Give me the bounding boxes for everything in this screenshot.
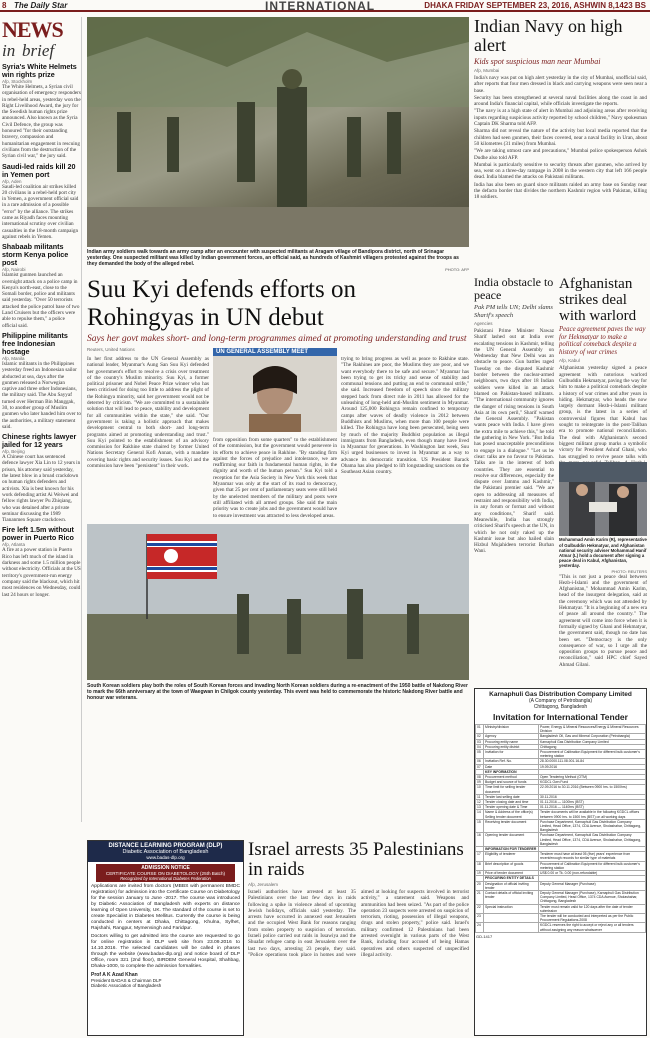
tender-cell: 19: [476, 871, 484, 876]
tender-cell: Procurement of Calibration Equipment for different bulk customer's metering station: [539, 861, 646, 870]
suukyi-col3: trying to bring progress as well as peace to Rakhine state. "The Rakhines are poor, the Muslims they are poor, and we want everybody there to be safe and secure." Myanmar has been trying to get its tricky and sense of stability and communal tensions and putting an end to communal strife," she said. Increased freedom of speech since the military stepped back from direct rule in 2011 has allowed for the unleashing of long-held anti-Muslim sentiment in Myanmar. Around 125,000 Rohingya remain confined to temporary camps after waves of deadly violence in 2012 between Buddhists and Muslims, when more than 100 people were killed. The Rohingya have long been persecuted, being seen by much of the majority Buddhist population as illegal immigrants from Bangladesh, even though many have lived in Myanmar for generations. In Washington last week, Suu Kyi urged businesses to invest in Myanmar as a way to advance its democratic transition. US President Barack Obama has also pledged to lift longstanding sanctions on the Southeast Asian country.: [341, 356, 469, 476]
tender-cell: The tender will be conducted and interpreted as per the Public Procurement Regulations-2008: [539, 913, 646, 922]
tender-cell: 21: [476, 890, 484, 904]
kashmir-credit: PHOTO: AFP: [445, 267, 469, 272]
brief-body: Islamic militants in the Philippines yesterday freed an Indonesian sailor abducted at sea, days after the gunmen released a Norwegian captive and three other Indonesians, the military said. The Abu Sayyaf turned over Herman Bin Manggak, 30, to another group of Muslim gunmen who later handed him over to the authorities, a military statement said.: [2, 360, 81, 430]
brief-title-brief: brief: [22, 41, 55, 60]
navy-byline: Afp, Mumbai: [474, 68, 500, 73]
tender-cell: 08: [476, 775, 484, 780]
tender-cell: 14: [476, 810, 484, 819]
brief-body: Islamist gunmen launched an overnight attack on a police camp in Kenya's north-east, close to the Somali border, police and militants said yesterday. "Over 50 terrorists attacked the police patrol base of two Land Cruisers but the officers were able to repulse them," a police official said.: [2, 272, 80, 329]
india-pak-headline: India obstacle to peace: [474, 275, 554, 302]
tender-cell: 06: [476, 759, 484, 764]
gas-footer: GD-1417: [476, 933, 493, 939]
navy-paragraph: Mumbai is particularly sensitive to security threats after gunmen, who arrived by sea, went on a three-day rampage in 2008 in the western city that left 166 people dead. India blamed the attacks on Pakistani militants.: [474, 161, 647, 181]
tender-row: [476, 923, 646, 932]
tender-cell: Special instruction: [484, 904, 539, 913]
dlp-recog: Recognized by International Diabetes Federation: [120, 876, 211, 881]
tender-cell: KEY INFORMATION: [484, 769, 539, 774]
tender-cell: Purchase Department, Karnaphuli Gas Distribution Company Limited, Head Office, 1374, CDA Avenue, Sholashahar, Chittagong, Bangladesh: [539, 833, 646, 847]
tender-cell: 02: [476, 734, 484, 739]
navy-paragraph: Sharma did not reveal the nature of the activity but local media reported that the children had seen gunmen, their faces covered, near a naval facility in Uran, about 50 kilometres (31 miles) from Mumbai.: [474, 128, 647, 147]
navy-paragraph: "The navy is at a high state of alert in Mumbai and adjoining areas after receiving inputs regarding suspicious activity reported by school children," Navy spokesman Captain DK Sharma told AFP.: [474, 108, 647, 128]
brief-byline: Afp, Beijing: [2, 449, 25, 455]
tender-cell: Tenderer must have at least 05 (five) years' experience from recent/enough records for similar type of materials: [539, 852, 646, 861]
tender-cell: Time limit for selling tender document: [484, 785, 539, 794]
tender-cell: Karnaphuli Gas Distribution Company Limited: [539, 739, 646, 744]
navy-paragraph: India's navy was put on high alert yesterday in the city of Mumbai, unofficial said, after reports that four men dressed in black and carrying weapons were seen near a base.: [474, 75, 647, 94]
tender-cell: 20: [476, 881, 484, 890]
india-pak-subhead: Pak PM tells UN; Delhi slams Sharif's speech: [474, 304, 553, 319]
navy-paragraph: India has also been on guard since militants raided an army base on Sunday near the defacto border that divides the northern Kashmir region with Pakistan, killing 18 soldiers.: [474, 181, 647, 201]
dlp-header: [88, 841, 243, 862]
suukyi-subhead: Says her govt makes short- and long-term programmes aimed at promoting understanding and trust: [87, 334, 467, 344]
tender-cell: Bangladesh Oil, Gas and Mineral Corporation (Petrobangla): [539, 734, 646, 739]
suukyi-byline: Reuters, United Nations: [87, 347, 135, 352]
navy-headline: Indian Navy on high alert: [474, 16, 623, 55]
dlp-notice-sub: CERTIFICATE COURSE ON DIABETOLOGY (25th Batch): [105, 871, 226, 876]
afghan-body: Afghanistan yesterday signed a peace agreement with notorious warlord Gulbuddin Hekmatyar, paving the way for him to make a political comeback despite a history of war crimes and after years in hiding. Hekmatyar, who heads the now largely dormant Hezb-i-Islami militant group, is the latest in a series of controversial figures that Kabul has sought to reintegrate in the post-Taliban era to promote national reconciliation. The deal with Afghanistan's second biggest militant group marks a symbolic victory for President Ashraf Ghani, who has struggled to revive peace talks with: [559, 365, 647, 460]
korea-photo-image: [87, 524, 469, 680]
dlp-notice-box: [96, 864, 235, 882]
tender-cell: Budget and source of funds: [484, 780, 539, 785]
brief-byline: Afp, Stockholm: [2, 79, 33, 84]
tender-cell: Tender closing date and time: [484, 800, 539, 805]
tender-cell: 01.11.2016 — 1100hrs (BST): [539, 800, 646, 805]
navy-subhead: Kids spot suspicious man near Mumbai: [474, 57, 601, 66]
brief-title: [2, 17, 81, 63]
tender-cell: 30.11.2016: [539, 794, 646, 799]
gas-tender-ad: [474, 688, 647, 1036]
tender-cell: 16: [476, 833, 484, 847]
afghan-photo-caption: Mohammad Amin Karim (R), representative of Gulbuddin Hekmatyar, and Afghanistan national security adviser Mohammad Hanif Atmar (L) hold a document after signing a peace deal in Kabul, Afghanistan, yesterday.: [559, 537, 647, 569]
tender-cell: Procuring entity name: [484, 739, 539, 744]
suukyi-inset: [213, 348, 337, 434]
israel-story: [248, 840, 469, 1036]
tender-cell: Invitation for: [484, 750, 539, 759]
afghan-photo: [559, 462, 647, 536]
tender-row: [476, 904, 646, 913]
brief-title-news: NEWS: [2, 17, 63, 42]
suukyi-col2: from opposition from some quarters" to the establishment of the commission, but the government would persevere in its efforts to achieve peace in Rakhine. "By standing firm against the forces of prejudice and intolerance, we are reaffirming our faith in fundamental human rights, in the dignity and worth of the human person." Suu Kyi told a reception for the Asia Society in New York this week that Myanmar was only at the start of its road to democracy, given that 25 per cent of parliamentary seats were still held by the unelected members of the military and posts were still affiliated with all armed groups. She said the main priority was to create jobs and the government would have to ensure investment was attracted to less developed areas.: [213, 437, 337, 519]
dateline: DHAKA FRIDAY SEPTEMBER 23, 2016, ASHWIN 8,1423 BS: [424, 1, 646, 10]
tender-cell: Brief description of goods: [484, 861, 539, 870]
suukyi-headline: Suu Kyi defends efforts on Rohingyas in UN debut: [87, 276, 356, 331]
tender-row: [476, 750, 646, 759]
brief-item: [2, 433, 81, 523]
brief-list: [2, 63, 81, 598]
tender-cell: 03: [476, 739, 484, 744]
tender-cell: Tender must remain valid for 120 days after the date of tender submission: [539, 904, 646, 913]
brief-headline: Saudi-led raids kill 20 in Yemen port: [2, 161, 76, 179]
brief-headline: Syria's White Helmets win rights prize: [2, 62, 77, 79]
brief-title-in: in: [2, 41, 16, 60]
brief-body: A Chinese court has sentenced defence lawyer Xia Lin to 12 years in prison, his attorney said yesterday, the latest blow in a broad crackdown on human rights defenders and activists. Xia is best known for his work defending artist Ai Weiwei and fellow rights lawyer Pu Zhiqiang, who was detained after a private seminar discussing the 1989 Tiananmen Square crackdown.: [2, 454, 81, 524]
tender-cell: 17: [476, 852, 484, 861]
gas-company-addr: Chittagong, Bangladesh: [533, 704, 588, 710]
brief-headline: Philippine militants free Indonesian hostage: [2, 330, 68, 356]
israel-body: Israeli authorities have arrested at least 35 Palestinians over the last few days in raids following a spike in violence ahead of upcoming Jewish holidays, officials said yesterday. The arrests have occurred in annexed east Jerusalem and the occupied West Bank for reasons ranging from stolen property to suspicion of terrorism. Israeli police carried out raids in Issawiya and the Shuafat refugee camp in east Jerusalem over the last two days, arresting 23 people, they said. "Police operations took place in homes and were aimed at looking for suspects involved in terrorist activity," a statement said. Weapons and ammunition had been seized. "As part of the police operation 23 suspects were arrested on suspicion of terrorism, rioting, possession of illegal weapons, drugs and stolen property," police said. Israel's military confirmed 12 Palestinians had been arrested overnight in various parts of the West Bank, including four accused of being Hamas operatives and others suspected of unspecified illegal activity.: [248, 889, 469, 958]
tender-cell: 05: [476, 750, 484, 759]
tender-cell: Tender opening date & Time: [484, 805, 539, 810]
korea-caption-block: [87, 683, 469, 701]
navy-body: [474, 75, 647, 259]
suukyi-inset-label: UN GENERAL ASSEMBLY MEET: [213, 348, 337, 356]
korea-photo: [87, 524, 469, 680]
dlp-subtitle: Diabetic Association of Bangladesh: [122, 849, 209, 855]
navy-paragraph: "We are taking utmost care and precautions," Mumbai police spokesperson Ashok Dudhe also told AFP.: [474, 148, 647, 161]
brief-item: [2, 526, 81, 597]
tender-cell: KGDCL reserves the right to accept or reject any or all tenders without assigning any reason whatsoever: [539, 923, 646, 932]
tender-cell: Ministry/division: [484, 725, 539, 734]
brief-headline: Fire left 1.5m without power in Puerto Rico: [2, 525, 74, 543]
paper-name: The Daily Star: [14, 1, 68, 10]
tender-cell: Procurement method: [484, 775, 539, 780]
brief-body: A fire at a power station in Puerto Rico has left much of the island in darkness and some 1.5 million people without electricity. Officials at the US territory's government-run energy company said the blackout, which hit most residences on Wednesday, could last 24 hours or longer.: [2, 547, 81, 598]
tender-cell: 04: [476, 744, 484, 749]
tender-cell: Contact details of official inviting tender: [484, 890, 539, 904]
tender-cell: [484, 913, 539, 922]
israel-headline: Israel arrests 35 Palestinians in raids: [248, 839, 464, 880]
news-in-brief: [2, 17, 82, 822]
brief-body: The White Helmets, a Syrian civil organisation of emergency responders in rebel-held areas, yesterday won the Right Livelihood Award, the jury for the Swedish human rights prize announced. Also known as the Syria Civil Defence, the group was honoured "for their outstanding bravery, compassion and humanitarian engagement in rescuing civilians from the destruction of the Syrian civil war," the jury said.: [2, 84, 81, 160]
tender-row: [476, 881, 646, 890]
tender-cell: Eligibility of tenderer: [484, 852, 539, 861]
tender-cell: 11: [476, 794, 484, 799]
korea-caption: South Korean soldiers play both the roles of South Korean forces and invading North Korean soldiers during a re-enactment of the 1950 battle of Nakdong River to mark the 66th anniversary at the town of Waegwan in Chilgok county yesterday. This event was held to commemorate the historic Nakdong River battle and honour war veterans.: [87, 683, 468, 701]
india-pak-byline: Agencies: [474, 321, 493, 326]
tender-row: [476, 913, 646, 922]
afghan-container: [559, 276, 647, 676]
israel-byline: Afp, Jerusalem: [248, 882, 279, 887]
tender-cell: Open Tendering Method (OTM): [539, 775, 646, 780]
tender-cell: 18: [476, 861, 484, 870]
tender-cell: PROCURING ENTITY DETAILS: [484, 876, 539, 881]
dlp-signer-title2: Diabetic Association of Bangladesh: [91, 983, 162, 988]
gas-title: Invitation for International Tender: [493, 712, 628, 722]
brief-item: [2, 243, 81, 329]
tender-cell: Chittagong: [539, 744, 646, 749]
tender-cell: Agency: [484, 734, 539, 739]
brief-item: [2, 332, 81, 430]
gas-tender-table: [475, 724, 646, 933]
tender-cell: Invitation Ref. No.: [484, 759, 539, 764]
kashmir-photo-image: [87, 17, 469, 247]
brief-byline: Afp, Atlanta: [2, 542, 26, 548]
tender-cell: Designation of official inviting tender: [484, 881, 539, 890]
tender-cell: Date: [484, 764, 539, 769]
tender-cell: Purchase Department, Karnaphuli Gas Distribution Company Limited, Head Office, 1374, CDA Avenue, Sholashahar, Chittagong, Bangladesh: [539, 819, 646, 833]
dlp-notice-head: ADMISSION NOTICE: [141, 865, 190, 871]
tender-row: [476, 725, 646, 734]
tender-cell: Procuring entity district: [484, 744, 539, 749]
tender-cell: 09: [476, 780, 484, 785]
brief-headline: Chinese rights lawyer jailed for 12 years: [2, 432, 77, 450]
tender-row: [476, 852, 646, 861]
tender-cell: Name & Address of the office(s) Selling tender document: [484, 810, 539, 819]
tender-cell: 15: [476, 819, 484, 833]
tender-cell: KGDCL Own Fund: [539, 780, 646, 785]
tender-cell: 22: [476, 904, 484, 913]
tender-cell: Deputy General Manager (Purchase), Karnaphuli Gas Distribution Company Limited, Head Office, 1374 CDA Avenue, Sholashahar, Chittagong, Bangladesh: [539, 890, 646, 904]
dlp-web: www.badas-dlp.org: [146, 855, 185, 860]
masthead: [0, 0, 650, 12]
afghan-byline: Afp, Kabul: [559, 358, 580, 364]
tender-row: [476, 819, 646, 833]
tender-cell: Opening tender document: [484, 833, 539, 847]
brief-item: [2, 163, 81, 241]
tender-row: [476, 785, 646, 794]
tender-cell: 07: [476, 764, 484, 769]
gas-company-sub: (A Company of Petrobangla): [528, 698, 593, 704]
tender-cell: 24: [476, 923, 484, 932]
dlp-body1: Applications are invited from doctors (MBBS with permanent BMDC registration) for admission into the Certificate Course on Diabetology for the session January to June -2017. The course was introduced by Diabetic Association of Bangladesh with experts on distance learning of Open University, UK. The standard of the course is set to create Specialist in Diabetes Mellitus. Currently the course is being conducted in centers at Dhaka, Chittagong, Khulna, Sylhet, Rajshahi, Rangpur, Mymensingh and Faridpur.: [91, 884, 240, 931]
gas-header: [475, 689, 646, 724]
brief-byline: Afp, Nairobi: [2, 267, 26, 273]
tender-cell: Tender documents will be available in the following KGDCL offices between 0900 hrs. to 1500 hrs (BST) on all working days: [539, 810, 646, 819]
tender-cell: 01: [476, 725, 484, 734]
tender-cell: Receiving tender document: [484, 819, 539, 833]
tender-cell: 23: [476, 913, 484, 922]
brief-byline: Afp, Manila: [2, 355, 25, 361]
tender-cell: Deputy General Manager (Purchase): [539, 881, 646, 890]
kashmir-photo: [87, 17, 469, 247]
tender-cell: Power, Energy & Mineral Resources/Energy & Mineral Resources Division: [539, 725, 646, 734]
afghan-photo-credit: PHOTO: REUTERS: [611, 568, 647, 574]
brief-byline: Afp, Aden: [2, 178, 22, 184]
suukyi-photo: [213, 356, 337, 432]
kashmir-caption-block: [87, 249, 469, 272]
afghan-headline: Afghanistan strikes deal with warlord: [559, 276, 637, 324]
tender-cell: 22.09.2016 to 30.11.2016 (Between 0900 hrs. to 1500hrs): [539, 785, 646, 794]
tender-cell: 10: [476, 785, 484, 794]
tender-cell: US$ 0.00 or Tk. 0.00 (non-refundable): [539, 871, 646, 876]
dlp-title: DISTANCE LEARNING PROGRAM (DLP): [108, 843, 223, 849]
brief-body: Saudi-led coalition air strikes killed 20 civilians in a rebel-held port city in Yemen, a government official said in a rare admission of a possible "error" by the alliance. The strikes came as Riyadh faces mounting international scrutiny over civilian casualties in the 18-month campaign against rebels in Yemen.: [2, 183, 79, 240]
tender-cell: 19.09.2016: [539, 764, 646, 769]
dlp-ad: [87, 840, 244, 1036]
section-title: INTERNATIONAL: [265, 0, 376, 13]
dlp-body2: Doctors willing to get admitted into the course are requested to go for online registration in DLP web site from 23.09.2016 to 14.10.2016. The selected candidates will be called in phases through the website (www.badas-dlp.org) and notice board of DLP Office, room 321 (2nd floor), BIRDEM General Hospital, Shahbag, Dhaka-1000, to complete the admission formalities.: [91, 934, 240, 969]
dlp-signer: Prof A K Azad Khan: [91, 972, 138, 978]
india-pak-story: [474, 276, 554, 686]
tender-cell: Tender last selling date: [484, 794, 539, 799]
afghan-body2: "This is not just a peace deal between Hezb-i-Islami and the government of Afghanistan," Mohammad Amin Karim, head of the insurgent delegation, said at the ceremony which was not attended by Hekmatyar. "It is a beginning of a new era of peace all around the country." The agreement will come into force when it is formally signed by Ghani and Hekmatyar, the government said, though no date has been set. "Democracy is the only consequence of war, so I urge all the opposition groups to pursue peace and reconciliation," said HPC chief Sayed Ahmad Gilani.: [559, 573, 647, 668]
tender-cell: 12: [476, 800, 484, 805]
dlp-signer-title1: President BADAS & Chairman DLP: [91, 978, 162, 983]
tender-cell: 13: [476, 805, 484, 810]
brief-headline: Shabaab militants storm Kenya police post: [2, 242, 69, 268]
india-pak-body: Pakistani Prime Minister Nawaz Sharif lashed out at India over escalating tensions in Kashmir, telling the UN General Assembly on Wednesday that New Delhi was an obstacle to peace. Gun battles raged Tuesday on the disputed Kashmir border between the nuclear-armed neighbours, two days after 18 Indian soldiers were killed in an attack blamed on Pakistan-based militants. "The international community ignores the danger of rising tensions in South Asia at its own peril," Sharif warned the General Assembly. "Pakistan wants peace with India. I have given the extra mile to achieve this," he told the gathering in New York. "But India has posed unacceptable preconditions to engage in a dialogue." "Let us be clear: talks are no favour to Pakistan. Talks are in the interest of both countries. They are essential to resolve our differences, especially the dispute over Jammu and Kashmir," the Pakistani premier said. "We are open to addressing all measures of restraint and responsibility with India, in any forum or format and without any conditions," Sharif said. Meanwhile, India has strongly criticised Sharif's speech at the UN, in which he not only raked up the Kashmir issue but also hailed slain Hizbul Mujahideen terrorist Burhan Wani.: [474, 328, 554, 555]
page-number: 8: [2, 1, 7, 10]
brief-item: [2, 63, 81, 160]
kashmir-caption: Indian army soldiers walk towards an army camp after an encounter with suspected militants at Aragam village of Bandipora district, north of Srinagar yesterday. One suspected militant was killed by Indian government forces, an official said, as hundreds of Kashmiri villagers protested against the troops as they demanded the body of the alleged rebel.: [87, 249, 459, 267]
tender-cell: Procurement of Calibration Equipment for different bulk customer's metering station: [539, 750, 646, 759]
navy-paragraph: Security has been strengthened at several naval facilities along the coast in and around India's financial capital, while officials investigate the reports.: [474, 94, 647, 108]
tender-cell: Price of tender document: [484, 871, 539, 876]
tender-cell: 01.11.2016 — 1140hrs (BST): [539, 805, 646, 810]
tender-cell: [484, 923, 539, 932]
suukyi-col1: In her first address to the UN General Assembly as national leader, Myanmar's Aung San Suu Kyi defended her government's effort to resolve a crisis over treatment of the country's Muslim minority. Suu Kyi, a former political prisoner and Nobel Peace Prize winner who has been criticised for doing too little to address the plight of the Rohingya minority, said her government would not be deterred by criticism. "We are committed to a sustainable solution that will lead to peace, stability and development for all communities within the state," she said. "Our government is taking a holistic approach that makes development central to both short- and long-term programs aimed at promoting understanding and trust." Suu Kyi pointed to the establishment of an advisory commission for Rakhine state chaired by former United Nations Secretary General Kofi Annan, with a mandate covering basic rights and security issues. Suu Kyi and the commission have been "persistent" in their work.: [87, 356, 209, 470]
tender-cell: 28.30.0000.111.08.001.16-84: [539, 759, 646, 764]
afghan-subhead: Peace agreement paves the way for Hekmatyar to make a political comeback despite a history of war crimes: [559, 326, 646, 356]
tender-row: [476, 810, 646, 819]
gas-company: Karnaphuli Gas Distribution Company Limited: [489, 691, 632, 698]
tender-cell: INFORMATION FOR TENDERER: [484, 847, 539, 852]
tender-row: [476, 861, 646, 870]
navy-story: [474, 17, 647, 265]
tender-row: [476, 833, 646, 847]
tender-row: [476, 890, 646, 904]
